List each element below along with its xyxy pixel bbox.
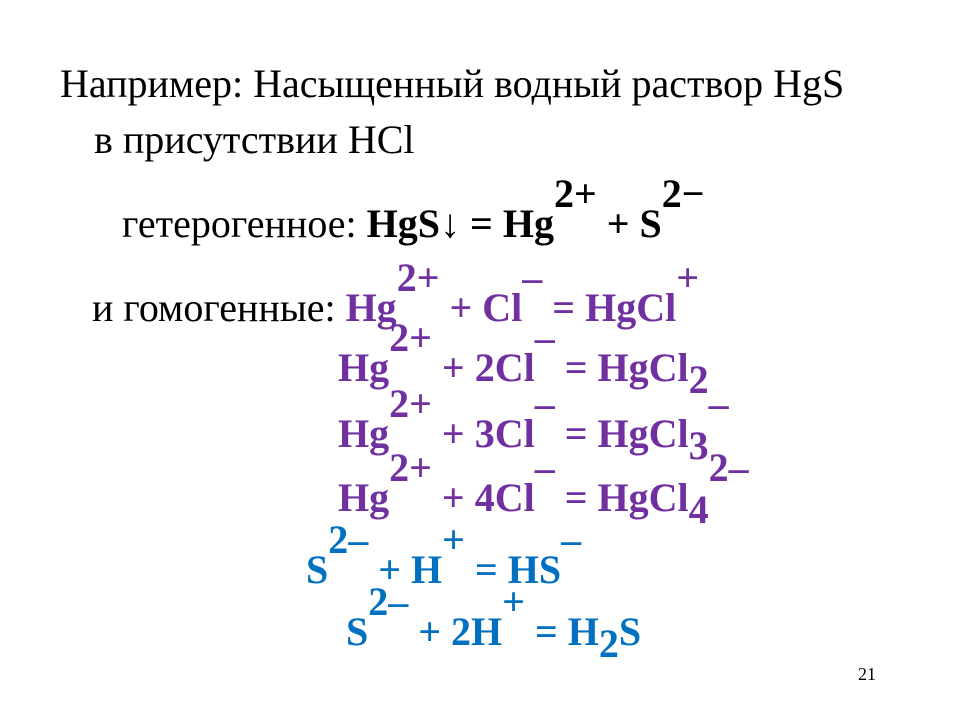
eq-charge: – — [534, 315, 555, 360]
homogeneous-label: и гомогенные: — [92, 285, 346, 330]
eq-part: + Cl — [439, 285, 523, 330]
hetero-plus-s: + S — [596, 201, 662, 246]
precipitate-arrow-icon: ↓ — [440, 201, 461, 246]
eq-part: Hg — [338, 345, 390, 390]
eq-charge: + — [442, 517, 465, 562]
eq-charge: + — [676, 255, 699, 300]
eq-part: + 4Cl — [431, 475, 535, 520]
eq-part: S — [306, 547, 329, 592]
eq-charge: – — [708, 381, 729, 426]
eq-charge: 2– — [708, 445, 749, 490]
eq-subscript: 3 — [688, 423, 709, 468]
eq-charge: 2+ — [389, 381, 432, 426]
eq-charge: – — [534, 381, 555, 426]
eq-part: = HgCl — [554, 345, 689, 390]
eq-charge: – — [561, 517, 582, 562]
eq-part: Hg — [345, 285, 397, 330]
eq-subscript: 4 — [688, 487, 709, 532]
eq-charge: 2– — [328, 517, 369, 562]
eq-part: + H — [368, 547, 443, 592]
eq-part: = HgCl — [542, 285, 677, 330]
eq-charge: 2+ — [389, 315, 432, 360]
title-line-1-text: Например: Насыщенный водный раствор HgS — [60, 61, 845, 106]
hgs-formula: HgS — [366, 201, 441, 246]
eq-part: = HgCl — [554, 475, 689, 520]
eq-part: S — [346, 609, 369, 654]
eq-part: + 3Cl — [431, 411, 535, 456]
heterogeneous-label: гетерогенное: — [122, 201, 367, 246]
eq-subscript: 2 — [688, 357, 709, 402]
eq-charge: – — [522, 255, 543, 300]
hetero-eq-part: = Hg — [460, 201, 554, 246]
eq-part: Hg — [338, 411, 390, 456]
eq-part: S — [618, 609, 642, 654]
eq-charge: 2+ — [396, 255, 440, 300]
hg-charge: 2+ — [553, 171, 597, 216]
s-charge: 2− — [661, 171, 705, 216]
eq-subscript: 2 — [598, 621, 619, 666]
eq-part: = HgCl — [554, 411, 689, 456]
title-line-2 — [94, 117, 415, 162]
sulfide-equation-1 — [306, 517, 582, 592]
heterogeneous-equation — [122, 171, 705, 246]
page-number: 21 — [858, 664, 876, 684]
title-line-1 — [60, 61, 845, 106]
title-line-2-text: в присутствии HCl — [94, 117, 415, 162]
eq-part: + 2H — [408, 609, 503, 654]
eq-part: Hg — [338, 475, 390, 520]
eq-charge: 2+ — [389, 445, 432, 490]
eq-part: = H — [524, 609, 599, 654]
homogeneous-equation-4 — [338, 445, 749, 532]
eq-part: + 2Cl — [431, 345, 535, 390]
eq-charge: 2– — [368, 579, 409, 624]
sulfide-equation-2 — [346, 579, 642, 666]
eq-part: = HS — [464, 547, 562, 592]
eq-charge: – — [534, 445, 555, 490]
eq-charge: + — [502, 579, 525, 624]
